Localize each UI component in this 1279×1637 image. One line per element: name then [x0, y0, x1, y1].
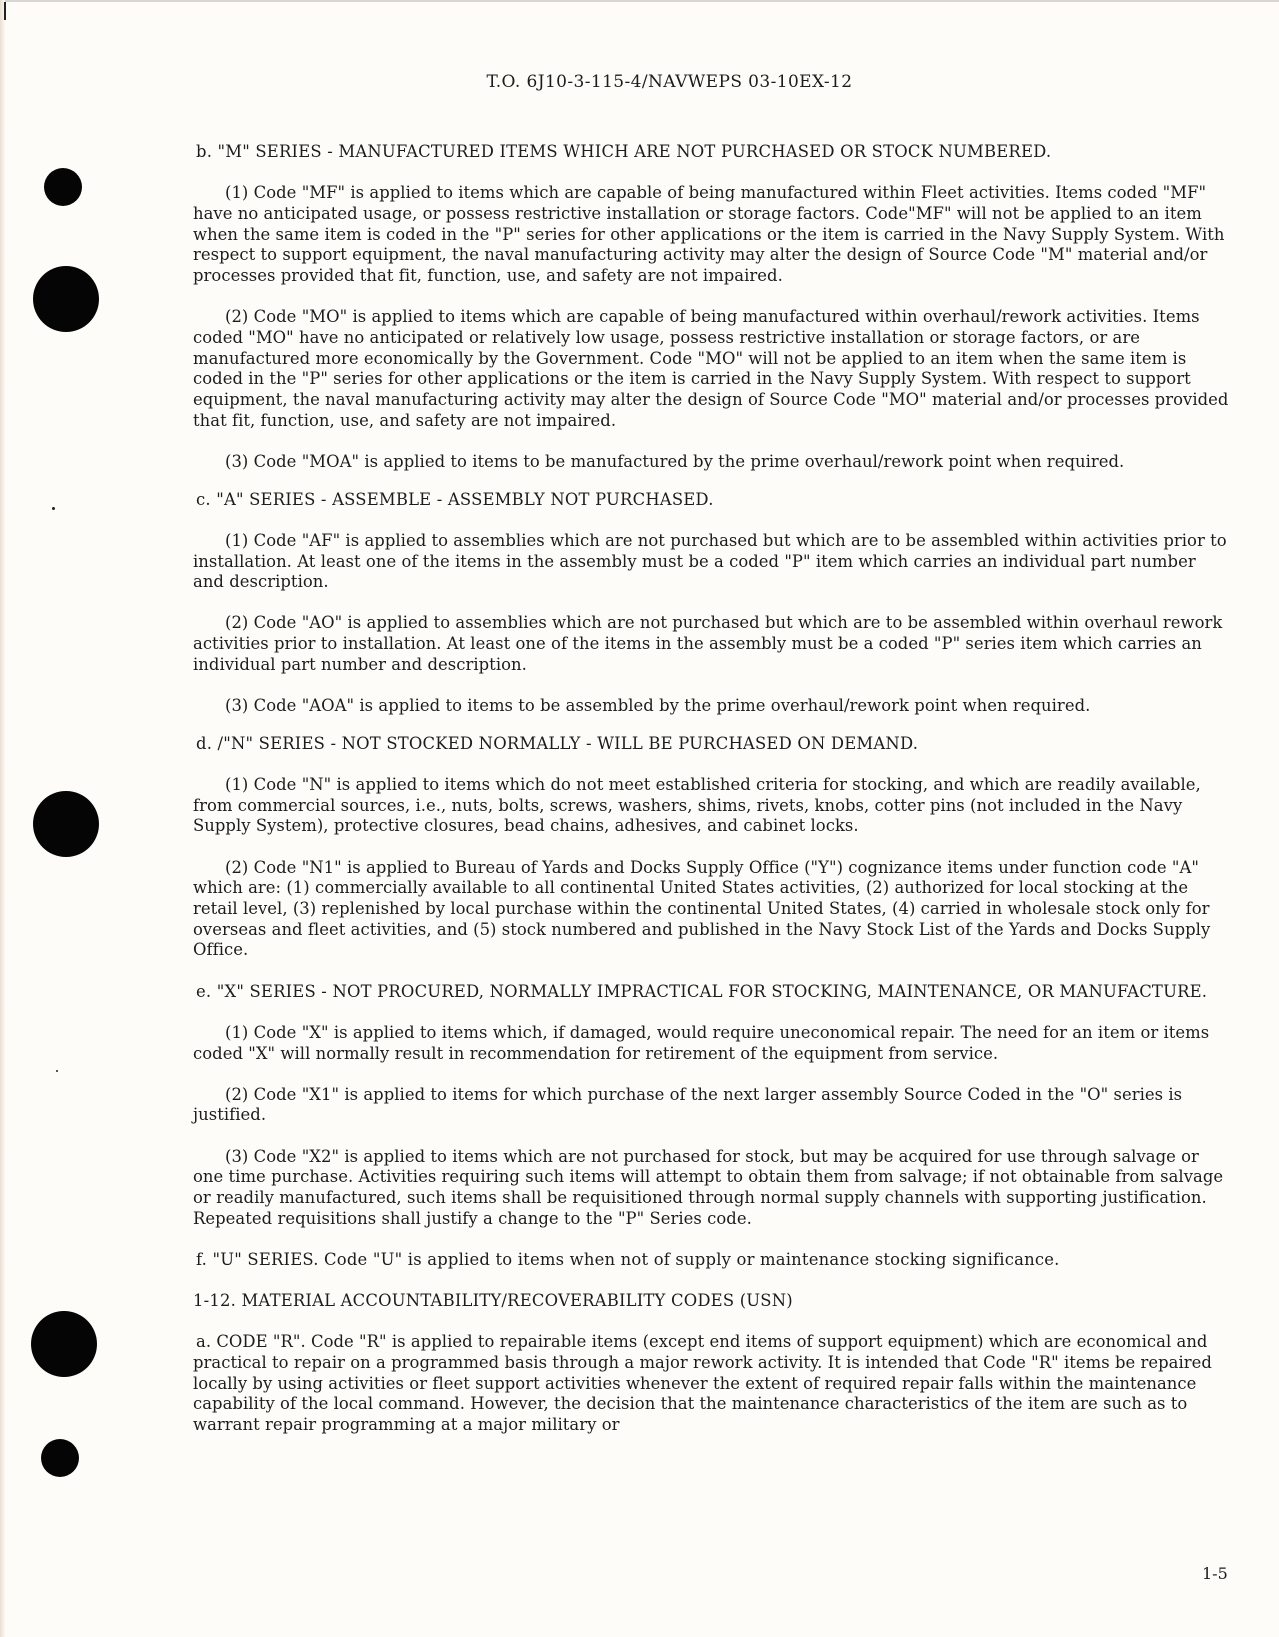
punch-hole	[31, 1311, 97, 1377]
scan-corner-mark	[4, 2, 6, 20]
paragraph-e2: (2) Code "X1" is applied to items for which purchase of the next larger assembly Source Coded in the "O" series is justified.	[193, 1084, 1183, 1125]
section-heading-c: c. "A" SERIES - ASSEMBLE - ASSEMBLY NOT PURCHASED.	[196, 489, 714, 509]
paragraph-c2: (2) Code "AO" is applied to assemblies which are not purchased but which are to be assembled within overhaul rework activities prior to installation. At least one of the items in the assembly must be a coded "P" series item which carries an individual part number and description.	[193, 613, 1223, 674]
section-heading-1-12: 1-12. MATERIAL ACCOUNTABILITY/RECOVERABILITY CODES (USN)	[193, 1291, 793, 1311]
paragraph-d2: (2) Code "N1" is applied to Bureau of Yards and Docks Supply Office ("Y") cognizance items under function code "A" which are: (1) commercially available to all continental United States activities, (2) authorized for local stocking at the retail level, (3) replenished by local purchase within the continental United States, (4) carried in wholesale stock only for overseas and fleet activities, and (5) stock numbered and published in the Navy Stock List of the Yards and Docks Supply Office.	[193, 857, 1211, 960]
punch-hole	[44, 168, 82, 206]
margin-speck	[52, 507, 55, 510]
punch-hole	[33, 791, 99, 857]
page-top-edge	[0, 0, 1279, 2]
paragraph-b1: (1) Code "MF" is applied to items which are capable of being manufactured within Fleet activities. Items coded "MF" have no anticipated usage, or possess restrictive installation or storage factors. Code"MF" will not be applied to an item when the same item is coded in the "P" series for other applications or the item is carried in the Navy Supply System. With respect to support equipment, the naval manufacturing activity may alter the design of Source Code "M" material and/or processes provided that fit, function, use, and safety are not impaired.	[193, 183, 1225, 286]
page-number: 1-5	[1202, 1564, 1228, 1583]
section-heading-d: d. /"N" SERIES - NOT STOCKED NORMALLY - WILL BE PURCHASED ON DEMAND.	[196, 733, 919, 753]
paragraph-c3: (3) Code "AOA" is applied to items to be assembled by the prime overhaul/rework point when required.	[225, 696, 1091, 716]
section-heading-f: f. "U" SERIES. Code "U" is applied to items when not of supply or maintenance stocking significance.	[196, 1249, 1060, 1269]
section-heading-e: e. "X" SERIES - NOT PROCURED, NORMALLY IMPRACTICAL FOR STOCKING, MAINTENANCE, OR MANUFACTURE.	[196, 981, 1208, 1001]
paragraph-b3: (3) Code "MOA" is applied to items to be manufactured by the prime overhaul/rework point when required.	[225, 451, 1125, 471]
paragraph-d1: (1) Code "N" is applied to items which do not meet established criteria for stocking, and which are readily available, from commercial sources, i.e., nuts, bolts, screws, washers, shims, rivets, knobs, cotter pins (not included in the Navy Supply System), protective closures, bead chains, adhesives, and cabinet locks.	[193, 774, 1201, 836]
paragraph-b2: (2) Code "MO" is applied to items which are capable of being manufactured within overhaul/rework activities. Items coded "MO" have no anticipated or relatively low usage, possess restrictive installation or storage factors, or are manufactured more economically by the Government. Code "MO" will not be applied to an item when the same item is coded in the "P" series for other applications or the item is carried in the Navy Supply System. With respect to support equipment, the naval manufacturing activity may alter the design of Source Code "MO" material and/or processes provided that fit, function, use, and safety are not impaired.	[193, 307, 1229, 430]
document-body	[193, 142, 1229, 1456]
paragraph-e3: (3) Code "X2" is applied to items which are not purchased for stock, but may be acquired for use through salvage or one time purchase. Activities requiring such items will attempt to obtain them from salvage; if not obtainable from salvage or readily manufactured, such items shall be requisitioned through normal supply channels with supporting justification. Repeated requisitions shall justify a change to the "P" Series code.	[193, 1146, 1224, 1228]
margin-speck	[56, 1070, 58, 1072]
section-heading-b: b. "M" SERIES - MANUFACTURED ITEMS WHICH ARE NOT PURCHASED OR STOCK NUMBERED.	[196, 142, 1052, 161]
punch-hole	[41, 1439, 79, 1477]
page-left-edge	[0, 0, 5, 1637]
document-header: T.O. 6J10-3-115-4/NAVWEPS 03-10EX-12	[486, 72, 853, 92]
paragraph-c1: (1) Code "AF" is applied to assemblies which are not purchased but which are to be assembled within activities prior to installation. At least one of the items in the assembly must be a coded "P" item which carries an individual part number and description.	[193, 530, 1227, 592]
punch-hole	[33, 266, 99, 332]
paragraph-e1: (1) Code "X" is applied to items which, if damaged, would require uneconomical repair. The need for an item or items coded "X" will normally result in recommendation for retirement of the equipment from service.	[193, 1022, 1210, 1063]
paragraph-code-r: a. CODE "R". Code "R" is applied to repairable items (except end items of support equipment) which are economical and practical to repair on a programmed basis through a major rework activity. It is intended that Code "R" items be repaired locally by using activities or fleet support activities whenever the extent of required repair falls within the maintenance capability of the local command. However, the decision that the maintenance characteristics of the item are such as to warrant repair programming at a major military or	[193, 1332, 1212, 1435]
